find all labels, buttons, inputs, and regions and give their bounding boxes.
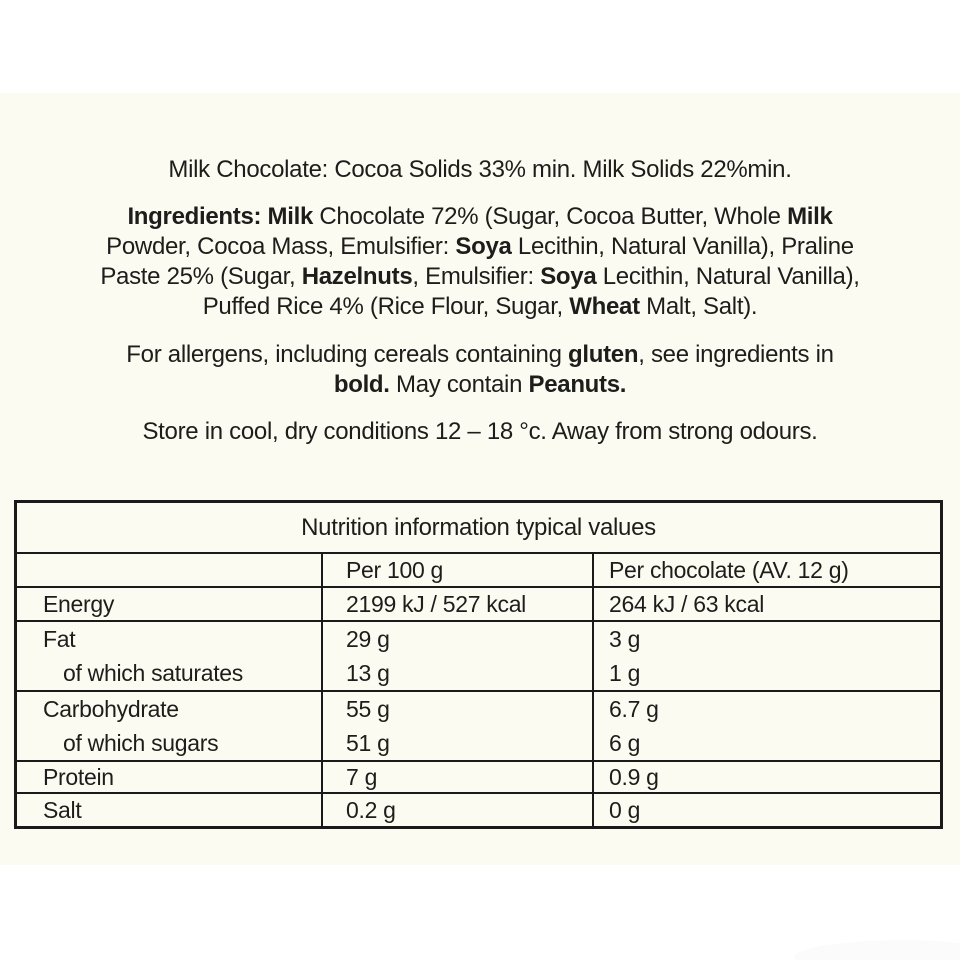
table-row-protein [17,760,940,792]
saturates-label: of which saturates [63,660,243,686]
header-per-chocolate: Per chocolate (AV. 12 g) [592,554,940,586]
ingredients-paragraph [20,202,940,322]
fat-label-cell [17,622,321,690]
scan-shadow-artifact [795,940,960,960]
allergens-paragraph [20,340,940,400]
carbohydrate-label: Carbohydrate [43,696,179,722]
nutrition-table-header-row [17,552,940,586]
nutrition-table [14,500,943,829]
fat-per-100g-cell [321,622,592,690]
allergens-line-2: bold. May contain Peanuts. [333,371,627,398]
storage-instructions [20,417,940,447]
sugars-per-chocolate: 6 g [609,730,641,756]
ingredients-line-1: Ingredients: Milk Chocolate 72% (Sugar, Cocoa Butter, Whole Milk [127,203,833,230]
fat-per-chocolate-cell [592,622,940,690]
fat-per-100g: 29 g [346,626,390,652]
fat-label: Fat [43,626,76,652]
header-empty-cell [17,554,321,586]
saturates-per-100g: 13 g [346,660,390,686]
ingredients-line-3: Paste 25% (Sugar, Hazelnuts, Emulsifier: Soya Lecithin, Natural Vanilla), [100,263,860,290]
sugars-per-100g: 51 g [346,730,390,756]
fat-per-chocolate: 3 g [609,626,641,652]
nutrition-table-title: Nutrition information typical values [301,514,656,541]
table-row-energy [17,586,940,620]
carbohydrate-per-chocolate-cell [592,692,940,760]
header-per-100g: Per 100 g [321,554,592,586]
storage-line: Store in cool, dry conditions 12 – 18 °c. Away from strong odours. [142,418,818,445]
carbohydrate-per-100g: 55 g [346,696,390,722]
protein-per-100g: 7 g [321,762,592,792]
protein-label: Protein [43,764,114,790]
table-row-salt [17,792,940,826]
sugars-label: of which sugars [63,730,219,756]
allergens-line-1: For allergens, including cereals containing gluten, see ingredients in [126,341,834,368]
salt-label: Salt [43,797,82,823]
declaration-line: Milk Chocolate: Cocoa Solids 33% min. Milk Solids 22%min. [168,156,792,183]
strength-declaration [20,155,940,185]
saturates-per-chocolate: 1 g [609,660,641,686]
table-row-carbohydrate [17,690,940,760]
ingredients-line-4: Puffed Rice 4% (Rice Flour, Sugar, Wheat Malt, Salt). [202,293,758,320]
protein-per-chocolate: 0.9 g [592,762,940,792]
carbohydrate-per-chocolate: 6.7 g [609,696,659,722]
energy-per-chocolate: 264 kJ / 63 kcal [592,588,940,620]
salt-per-chocolate: 0 g [592,794,940,826]
energy-per-100g: 2199 kJ / 527 kcal [321,588,592,620]
salt-per-100g: 0.2 g [321,794,592,826]
carbohydrate-per-100g-cell [321,692,592,760]
energy-label: Energy [43,591,115,617]
ingredients-line-2: Powder, Cocoa Mass, Emulsifier: Soya Lecithin, Natural Vanilla), Praline [106,233,854,260]
carbohydrate-label-cell [17,692,321,760]
table-row-fat [17,620,940,690]
